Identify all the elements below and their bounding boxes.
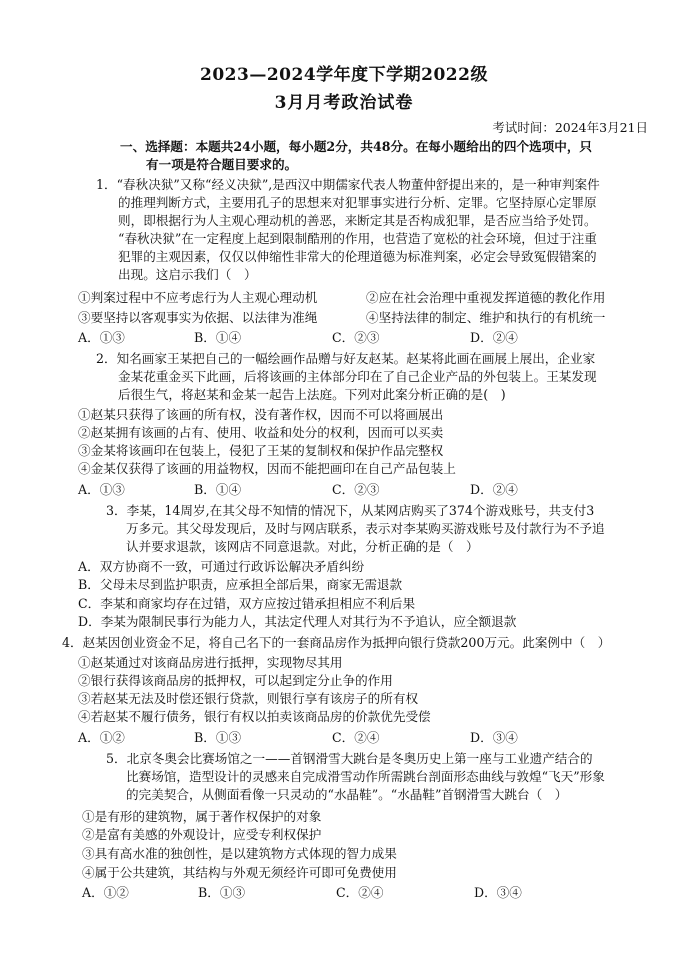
option-a[interactable]: A．①③ [78, 330, 125, 345]
option-d[interactable]: D．③④ [470, 730, 518, 745]
question-2-item: ③金某将该画印在包装上，侵犯了王某的复制权和保护作品完整权 [78, 443, 444, 458]
question-1-stem: 犯罪的主观因素，仅仅以伸缩性非常大的伦理道德为标准判案，必定会导致冤假错案的 [118, 249, 597, 264]
question-1-stem: “春秋决狱”在一定程度上起到限制酷刑的作用，也营造了宽松的社会环境，但过于注重 [118, 231, 597, 246]
question-2-stem: 2．知名画家王某把自己的一幅绘画作品赠与好友赵某。赵某将此画在画展上展出，企业家 [96, 351, 596, 366]
question-5-item: ④属于公共建筑，其结构与外观无须经许可即可免费使用 [82, 865, 397, 880]
question-2-item: ④金某仅获得了该画的用益物权，因而不能把画印在自己产品包装上 [78, 461, 456, 476]
question-1-item: ③要坚持以客观事实为依据、以法律为准绳 [78, 310, 318, 325]
question-4-options [78, 729, 638, 747]
option-b[interactable]: B．①④ [194, 330, 242, 345]
option-a[interactable]: A．双方协商不一致，可通过行政诉讼解决矛盾纠纷 [78, 559, 365, 574]
question-5-stem: 的完美契合，从侧面看像一只灵动的“水晶鞋”。“水晶鞋”首钢滑雪大跳台（ ） [126, 787, 568, 802]
option-c[interactable]: C．②③ [332, 482, 380, 497]
question-4-stem: 4．赵某因创业资金不足，将自己名下的一套商品房作为抵押向银行贷款200万元。此案例中（ ） [62, 635, 611, 650]
question-1-item: ①判案过程中不应考虑行为人主观心理动机 [78, 290, 318, 305]
question-5-item: ①是有形的建筑物，属于著作权保护的对象 [82, 809, 322, 824]
option-c[interactable]: C．②④ [336, 885, 384, 900]
question-2-stem: 后很生气，将赵某和金某一起告上法庭。下列对此案分析正确的是( ) [118, 387, 506, 402]
option-c[interactable]: C．李某和商家均存在过错，双方应按过错承担相应不利后果 [78, 596, 416, 611]
option-b[interactable]: B．①③ [194, 730, 242, 745]
option-d[interactable]: D．②④ [470, 330, 518, 345]
option-a[interactable]: A．①③ [78, 482, 125, 497]
question-5-options [82, 884, 642, 902]
question-2-stem: 金某花重金买下此画，后将该画的主体部分印在了自己企业产品的外包装上。王某发现 [118, 369, 597, 384]
option-d[interactable]: D．③④ [474, 885, 522, 900]
section-heading: 一、选择题：本题共24小题，每小题2分，共48分。在每小题给出的四个选项中，只 [120, 139, 593, 154]
question-4-item: ③若赵某无法及时偿还银行贷款，则银行享有该房子的所有权 [78, 691, 419, 706]
exam-time: 考试时间：2024年3月21日 [492, 120, 648, 135]
question-1-item: ④坚持法律的制定、维护和执行的有机统一 [366, 310, 606, 325]
question-5-stem: 5．北京冬奥会比赛场馆之一——首钢滑雪大跳台是冬奥历史上第一座与工业遗产结合的 [106, 751, 593, 766]
question-1-stem: 则，即根据行为人主观心理动机的善恶，来断定其是否构成犯罪，是否应当给予处罚。 [118, 213, 597, 228]
section-heading-cont: 有一项是符合题目要求的。 [146, 157, 298, 172]
question-1-stem: 1．“春秋决狱”又称“经义决狱”,是西汉中期儒家代表人物董仲舒提出来的，是一种审判案件 [96, 177, 600, 192]
option-d[interactable]: D．李某为限制民事行为能力人，其法定代理人对其行为不予追认，应全额退款 [78, 614, 517, 629]
option-c[interactable]: C．②③ [332, 330, 380, 345]
question-1-stem: 出现。这启示我们（ ） [118, 267, 257, 282]
question-2-options [78, 481, 638, 499]
question-4-item: ②银行获得该商品房的抵押权，可以起到定分止争的作用 [78, 673, 393, 688]
question-4-item: ①赵某通过对该商品房进行抵押，实现物尽其用 [78, 655, 343, 670]
exam-title-line1: 2023—2024学年度下学期2022级 [200, 65, 488, 85]
question-2-item: ②赵某拥有该画的占有、使用、收益和处分的权利，因而可以买卖 [78, 425, 444, 440]
exam-title-line2: 3月月考政治试卷 [274, 93, 414, 113]
question-3-stem: 认并要求退款，该网店不同意退款。对此，分析正确的是（ ） [126, 539, 479, 554]
option-d[interactable]: D．②④ [470, 482, 518, 497]
question-3-stem: 3．李某，14周岁,在其父母不知情的情况下，从某网店购买了374个游戏账号，共支付3 [106, 503, 595, 518]
question-5-stem: 比赛场馆，造型设计的灵感来自完成滑雪动作所需跳台剖面形态曲线与敦煌“飞天”形象 [126, 769, 605, 784]
question-2-item: ①赵某只获得了该画的所有权，没有著作权，因而不可以将画展出 [78, 407, 444, 422]
option-b[interactable]: B．父母未尽到监护职责，应承担全部后果，商家无需退款 [78, 577, 403, 592]
question-3-stem: 万多元。其父母发现后，及时与网店联系，表示对李某购买游戏账号及付款行为不予追 [126, 521, 605, 536]
question-5-item: ③具有高水准的独创性，是以建筑物方式体现的智力成果 [82, 846, 397, 861]
question-1-item: ②应在社会治理中重视发挥道德的教化作用 [366, 290, 606, 305]
question-1-stem: 的推理判断方式，主要用孔子的思想来对犯罪事实进行分析、定罪。它坚持原心定罪原 [118, 195, 597, 210]
question-4-item: ④若赵某不履行债务，银行有权以拍卖该商品房的价款优先受偿 [78, 709, 431, 724]
option-b[interactable]: B．①④ [194, 482, 242, 497]
question-5-item: ②是富有美感的外观设计，应受专利权保护 [82, 827, 322, 842]
question-1-options [78, 329, 638, 347]
option-b[interactable]: B．①③ [198, 885, 246, 900]
option-a[interactable]: A．①② [82, 885, 129, 900]
option-c[interactable]: C．②④ [332, 730, 380, 745]
option-a[interactable]: A．①② [78, 730, 125, 745]
